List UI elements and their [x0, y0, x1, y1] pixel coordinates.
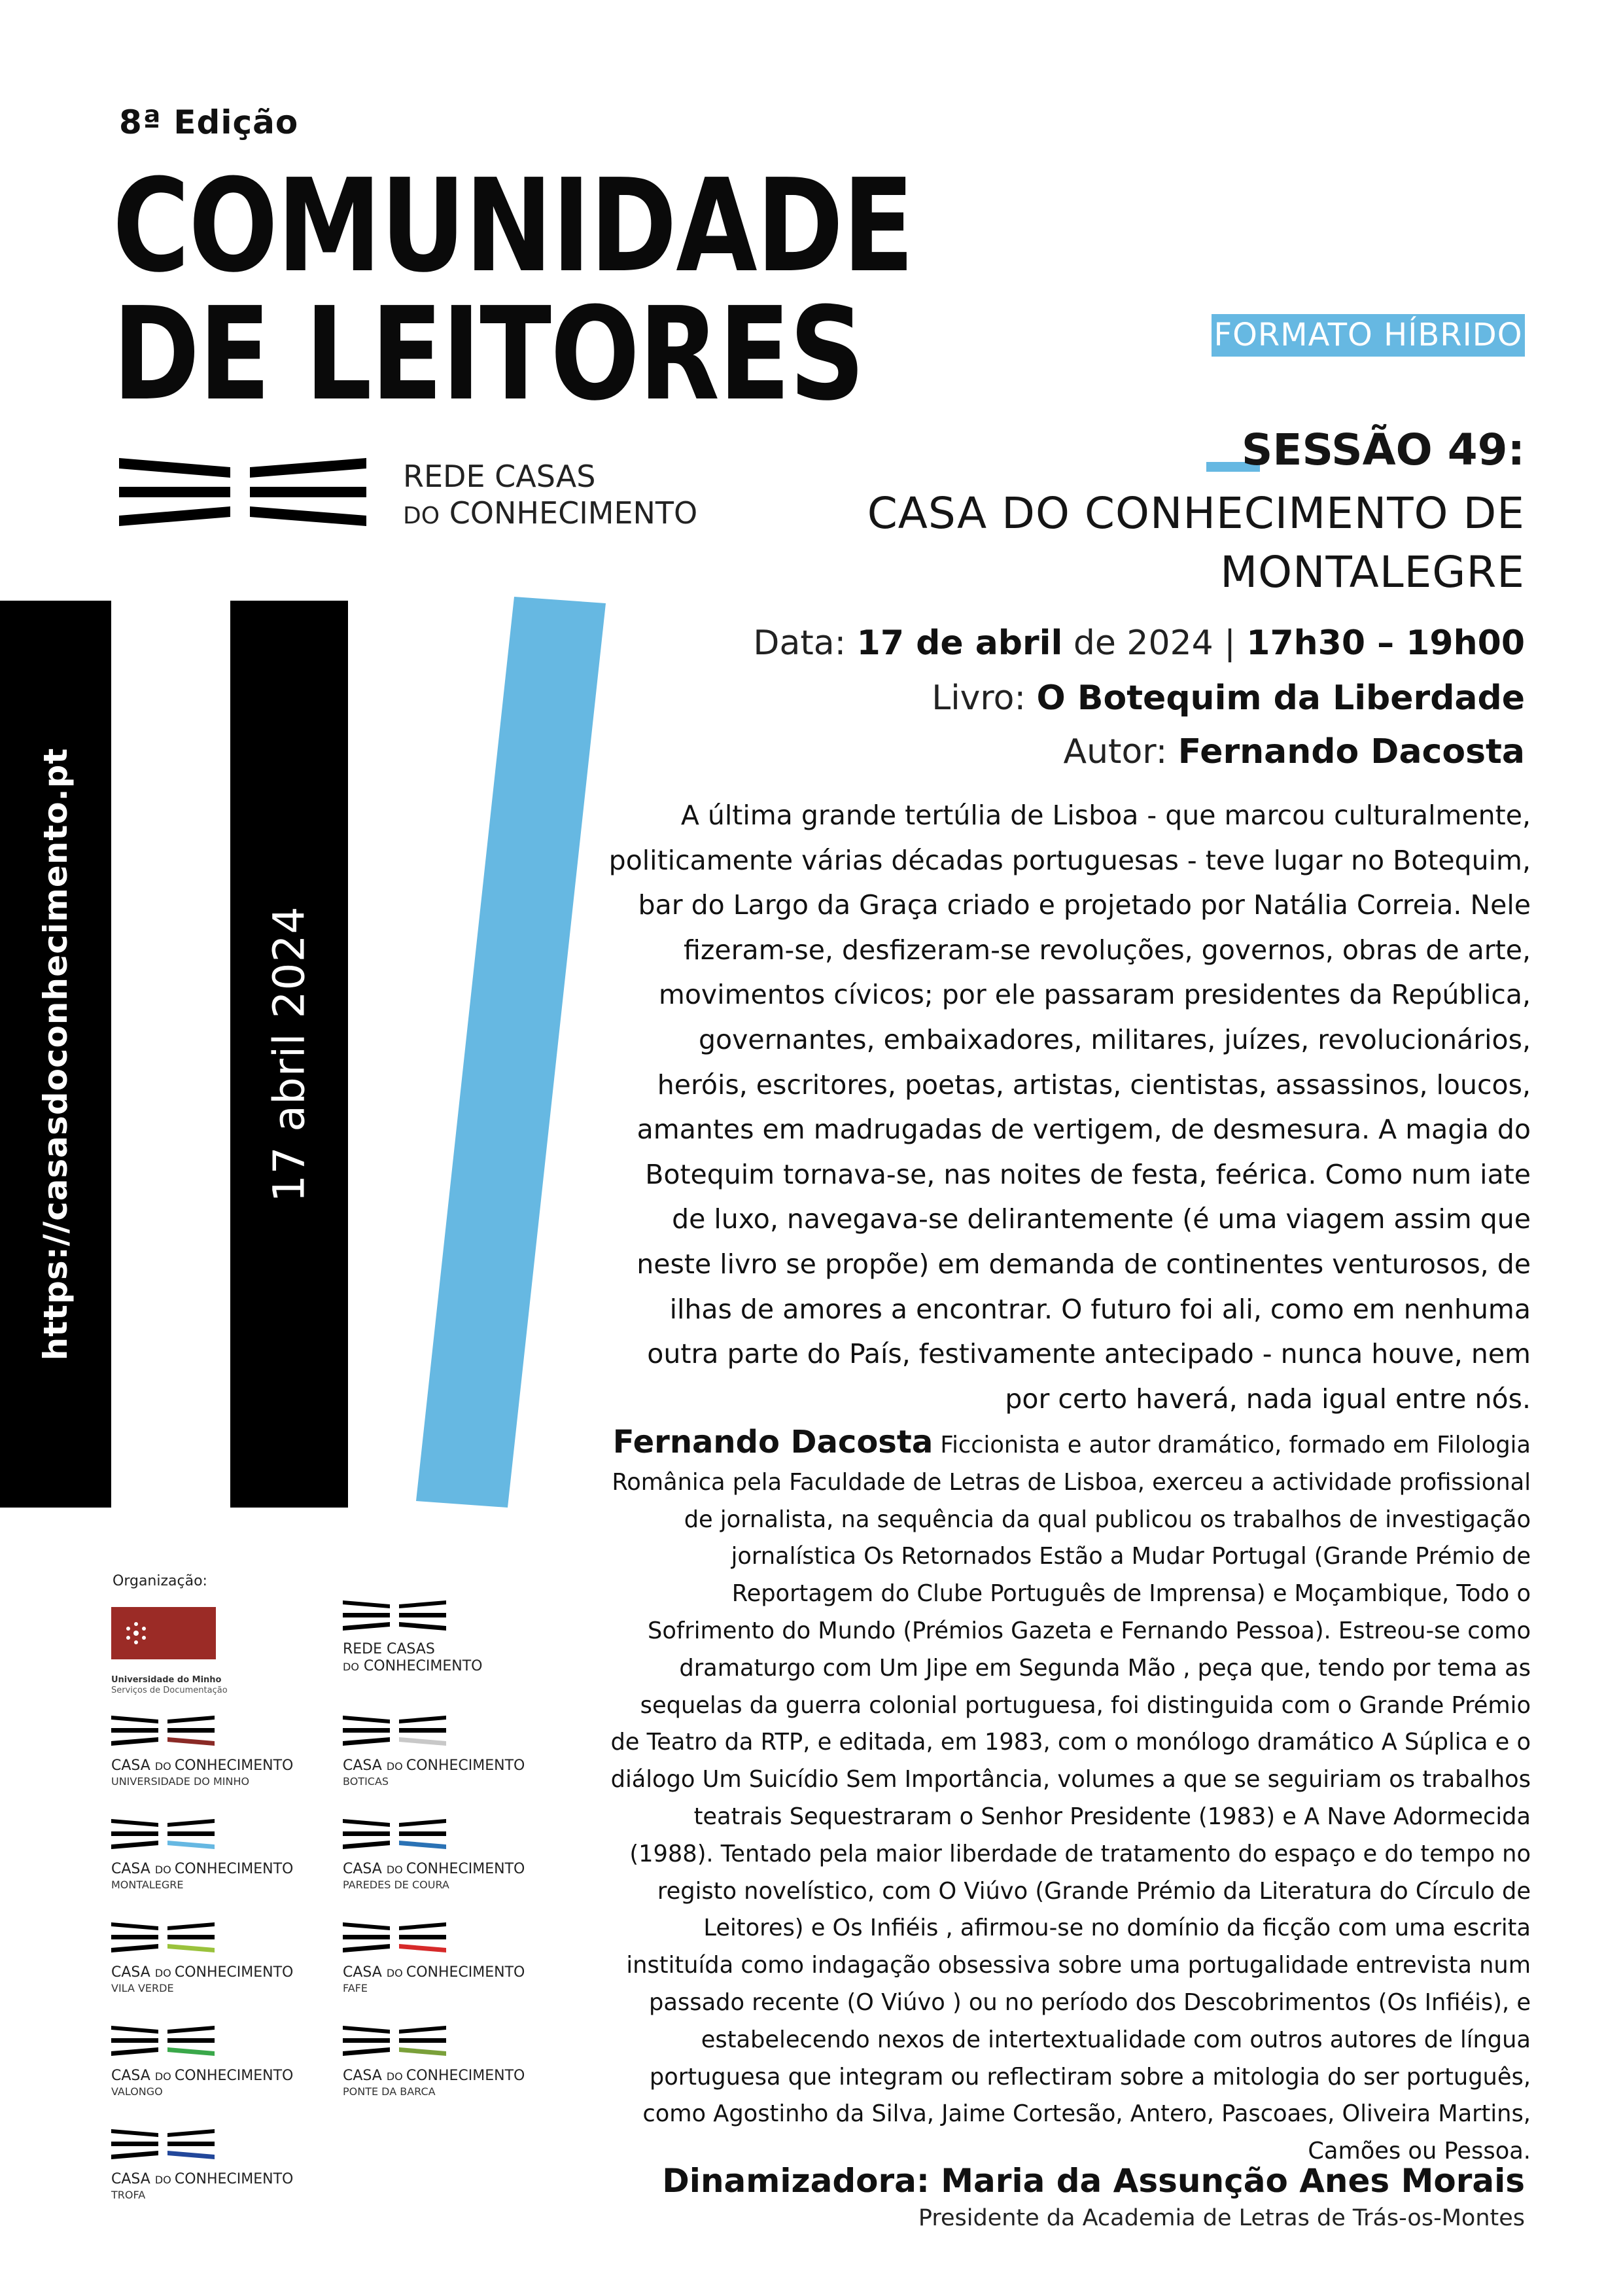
casa-name: CASA DO CONHECIMENTO	[111, 1861, 294, 1877]
casa-logo-boticas	[343, 1716, 525, 1788]
casa-bars-icon	[343, 1922, 447, 1952]
casa-logo-valongo	[111, 2026, 293, 2098]
casa-logo-trofa	[111, 2129, 293, 2202]
casa-place: VILA VERDE	[111, 1982, 174, 1994]
casa-name: CASA DO CONHECIMENTO	[111, 2068, 294, 2084]
edition-label: 8ª Edição	[119, 103, 299, 141]
facilitator-name: Dinamizadora: Maria da Assunção Anes Morais	[662, 2162, 1525, 2200]
casa-place: MONTALEGRE	[111, 1879, 184, 1891]
rede-casas-logo-icon	[119, 458, 368, 530]
author-line: Autor: Fernando Dacosta	[1063, 732, 1525, 771]
logo-line-1: REDE CASAS	[403, 459, 596, 494]
author-bio	[608, 1424, 1531, 2170]
casa-name: CASA DO CONHECIMENTO	[111, 1757, 294, 1774]
casa-name: CASA DO CONHECIMENTO	[111, 1964, 294, 1981]
casa-name: CASA DO CONHECIMENTO	[343, 1757, 525, 1774]
casa-bars-icon	[111, 2026, 216, 2056]
website-url[interactable]: https://casasdoconhecimento.pt	[37, 747, 75, 1361]
uminho-logo	[111, 1607, 216, 1659]
casa-logo-fafe	[343, 1922, 525, 1995]
book-line: Livro: O Botequim da Liberdade	[932, 679, 1525, 718]
casa-name: CASA DO CONHECIMENTO	[343, 2068, 525, 2084]
casa-name: CASA DO CONHECIMENTO	[343, 1964, 525, 1981]
bio-author-name: Fernando Dacosta	[612, 1424, 934, 1460]
casa-place: VALONGO	[111, 2085, 163, 2098]
rede-casas-logo-text	[403, 458, 697, 535]
casa-place: PAREDES DE COURA	[343, 1879, 449, 1891]
casa-bars-icon	[343, 2026, 447, 2056]
casa-logo-universidade-do-minho	[111, 1716, 293, 1788]
title-line-2: DE LEITORES	[113, 280, 864, 429]
rede-casas-small-icon	[343, 1600, 447, 1631]
casa-bars-icon	[111, 1922, 216, 1952]
uminho-label: Universidade do Minho Serviços de Documentação	[111, 1675, 228, 1695]
casa-logo-ponte-da-barca	[343, 2026, 525, 2098]
casa-logo-montalegre	[111, 1819, 293, 1892]
uminho-emblem-icon	[111, 1607, 216, 1659]
casa-place: BOTICAS	[343, 1775, 389, 1788]
facilitator-role: Presidente da Academia de Letras de Trás-os-Montes	[918, 2205, 1525, 2231]
book-synopsis: A última grande tertúlia de Lisboa - que marcou culturalmente, politicamente várias décadas portuguesas - teve lugar no Botequim, bar do Largo da Graça criado e projetado por Natália Correia. Nele fizeram-se, desfizeram-se revoluções, governos, obras de arte, movimentos cívicos; por ele passaram presidentes da República, governantes, embaixadores, militares, juízes, revolucionários, heróis, escritores, poetas, artistas, cientistas, assassinos, loucos, amantes em madrugadas de vertigem, de desmesura. A magia do Botequim tornava-se, nas noites de festa, feérica. Como num iate de luxo, navegava-se delirantemente (é uma viagem assim que neste livro se propõe) em demanda de continentes venturosos, de ilhas de amores a encontrar. O futuro foi ali, como em nenhuma outra parte do País, festivamente antecipado - nunca houve, nem por certo haverá, nada igual entre nós.	[608, 800, 1531, 1415]
casa-place: FAFE	[343, 1982, 368, 1994]
venue-line-2: MONTALEGRE	[1220, 547, 1525, 597]
session-label: SESSÃO 49:	[1241, 425, 1525, 475]
casa-place: UNIVERSIDADE DO MINHO	[111, 1775, 250, 1788]
casa-logo-paredes-de-coura	[343, 1819, 525, 1892]
casa-bars-icon	[111, 1716, 216, 1746]
session-venue	[867, 484, 1525, 602]
casa-place: PONTE DA BARCA	[343, 2085, 436, 2098]
title-line-1: COMUNIDADE	[113, 152, 913, 301]
casa-name: CASA DO CONHECIMENTO	[343, 1861, 525, 1877]
casa-bars-icon	[343, 1716, 447, 1746]
venue-line-1: CASA DO CONHECIMENTO DE	[867, 488, 1525, 539]
date-line: Data: 17 de abril de 2024 | 17h30 – 19h00	[753, 624, 1525, 663]
organization-label: Organização:	[113, 1573, 207, 1589]
casa-name: CASA DO CONHECIMENTO	[111, 2171, 294, 2187]
bio-text: Ficcionista e autor dramático, formado em Filologia Românica pela Faculdade de Letras de Lisboa, exerceu a actividade profissional de jornalista, na sequência da qual publicou os trabalhos de investigação jornalística Os Retornados Estão a Mudar Portugal (Grande Prémio de Reportagem do Clube Português de Imprensa) e Moçambique, Todo o Sofrimento do Mundo (Prémios Gazeta e Fernando Pessoa). Estreou-se como dramaturgo com Um Jipe em Segunda Mão , peça que, tendo por tema as sequelas da guerra colonial portuguesa, foi distinguida com o Grande Prémio de Teatro da RTP, e editada, em 1983, com o monólogo dramático A Súplica e o diálogo Um Suicídio Sem Importância, volumes a que se seguiriam os trabalhos teatrais Sequestraram o Senhor Presidente (1983) e A Nave Adormecida (1988). Tentado pela maior liberdade de tratamento do espaço e do tempo no registo novelístico, com O Viúvo (Grande Prémio da Literatura do Círculo de Leitores) e Os Infiéis , afirmou-se no domínio da ficção com uma escrita instituída como indagação obsessiva sobre uma portugalidade entrevista num passado recente (O Viúvo ) ou no período dos Descobrimentos (Os Infiéis), e estabelecendo nexos de intertextualidade com outros autores de língua portuguesa que integram ou reflectiram sobre a mitologia do ser português, como Agostinho da Silva, Jaime Cortesão, Antero, Pascoaes, Oliveira Martins, Camões ou Pessoa.	[610, 1432, 1531, 2165]
vertical-date: 17 abril 2024	[264, 906, 315, 1203]
blue-slanted-bar	[416, 597, 606, 1513]
rede-casas-small-logo: REDE CASAS DO CONHECIMENTO	[343, 1600, 482, 1676]
casa-bars-icon	[343, 1819, 447, 1849]
format-badge: FORMATO HÍBRIDO	[1212, 314, 1525, 357]
casa-bars-icon	[111, 2129, 216, 2159]
casa-place: TROFA	[111, 2189, 146, 2201]
casa-bars-icon	[111, 1819, 216, 1849]
casa-logo-vila-verde	[111, 1922, 293, 1995]
logo-line-2: DO CONHECIMENTO	[403, 495, 698, 531]
